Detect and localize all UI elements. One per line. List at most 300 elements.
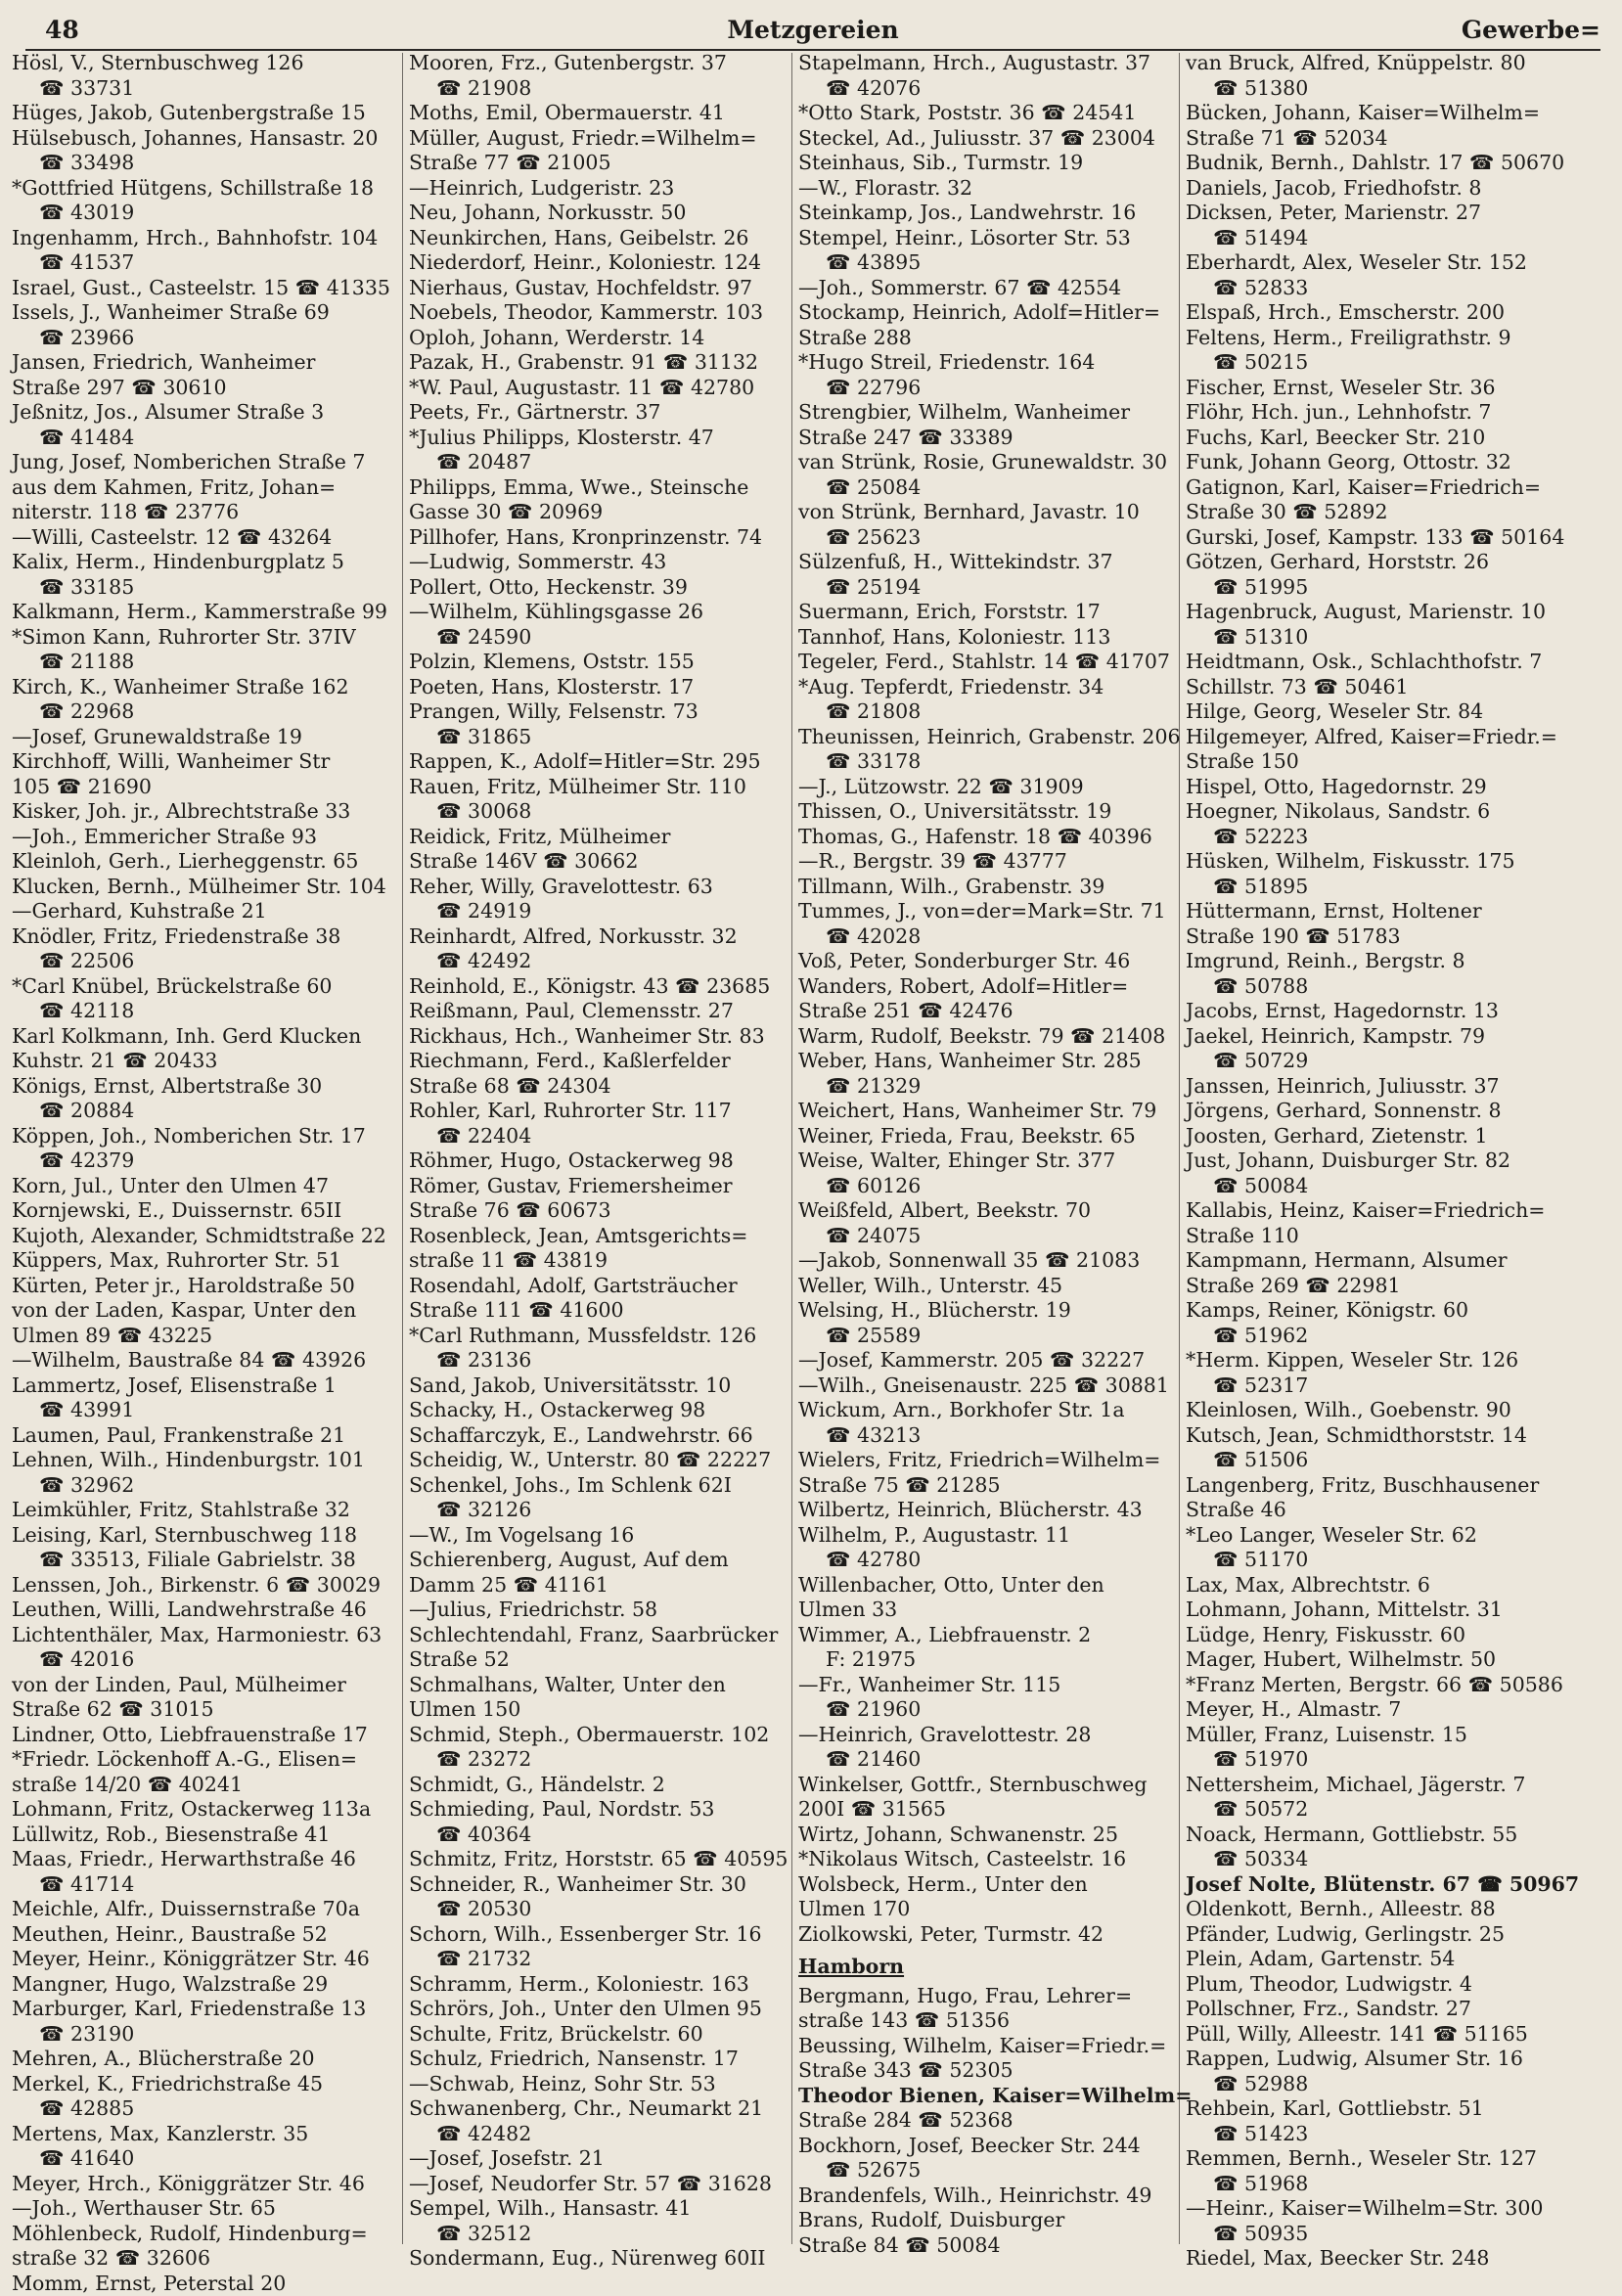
listing-line: Straße 46 [1186,1498,1577,1523]
listing-line: ☎ 33731 [12,76,403,102]
listing-line: Mehren, A., Blücherstraße 20 [12,2047,403,2072]
listing-line: *Otto Stark, Poststr. 36 ☎ 24541 [798,101,1190,126]
listing-line: 200I ☎ 31565 [798,1797,1190,1823]
listing-line: Fischer, Ernst, Weseler Str. 36 [1186,376,1577,401]
listing-line: Weiner, Frieda, Frau, Beekstr. 65 [798,1124,1190,1149]
listing-line: Jaekel, Heinrich, Kampstr. 79 [1186,1024,1577,1050]
listing-line: aus dem Kahmen, Fritz, Johan= [12,475,403,501]
listing-line: ☎ 60126 [798,1174,1190,1199]
listing-line: ☎ 51962 [1186,1324,1577,1349]
listing-line: Möhlenbeck, Rudolf, Hindenburg= [12,2222,403,2247]
listing-line: Jung, Josef, Nomberichen Straße 7 [12,450,403,475]
listing-line: Ulmen 33 [798,1598,1190,1623]
listing-line: Langenberg, Fritz, Buschhausener [1186,1473,1577,1499]
listing-line: Hoegner, Nikolaus, Sandstr. 6 [1186,799,1577,825]
column-3 [798,51,1190,2252]
listing-line: —Ludwig, Sommerstr. 43 [409,550,800,575]
listing-line: Jeßnitz, Jos., Alsumer Straße 3 [12,400,403,426]
listing-line: Lichtenthäler, Max, Harmoniestr. 63 [12,1623,403,1648]
listing-line: *Carl Knübel, Brückelstraße 60 [12,974,403,1000]
listing-line: ☎ 33185 [12,575,403,601]
listing-line: Weichert, Hans, Wanheimer Str. 79 [798,1099,1190,1124]
listing-line: Fuchs, Karl, Beecker Str. 210 [1186,426,1577,451]
listing-line: Plum, Theodor, Ludwigstr. 4 [1186,1972,1577,1998]
listing-line: Prangen, Willy, Felsenstr. 73 [409,699,800,725]
listing-line: ☎ 32512 [409,2222,800,2247]
listing-line: ☎ 42379 [12,1148,403,1174]
listing-line: ☎ 25623 [798,525,1190,551]
listing-line: Straße 111 ☎ 41600 [409,1298,800,1324]
listing-line: Mangner, Hugo, Walzstraße 29 [12,1972,403,1998]
listing-line: Mager, Hubert, Wilhelmstr. 50 [1186,1647,1577,1673]
listing-line: Elspaß, Hrch., Emscherstr. 200 [1186,300,1577,326]
listing-line: —Josef, Kammerstr. 205 ☎ 32227 [798,1348,1190,1373]
page-number: 48 [45,16,79,44]
listing-line: ☎ 52317 [1186,1373,1577,1399]
listing-line: ☎ 22796 [798,376,1190,401]
listing-line: Wilbertz, Heinrich, Blücherstr. 43 [798,1498,1190,1523]
listing-line: von Strünk, Bernhard, Javastr. 10 [798,500,1190,525]
listing-line: Kleinlosen, Wilh., Goebenstr. 90 [1186,1398,1577,1423]
listing-line: Polzin, Klemens, Oststr. 155 [409,650,800,675]
listing-line: Winkelser, Gottfr., Sternbuschweg [798,1773,1190,1798]
listing-line: ☎ 42118 [12,999,403,1024]
listing-line: ☎ 50788 [1186,974,1577,1000]
listing-line: Reinhardt, Alfred, Norkusstr. 32 [409,924,800,950]
listing-line: Bergmann, Hugo, Frau, Lehrer= [798,1984,1190,2009]
listing-line: Lüdge, Henry, Fiskusstr. 60 [1186,1623,1577,1648]
listing-line: ☎ 20884 [12,1099,403,1124]
page-header [25,10,1600,51]
listing-line: Daniels, Jacob, Friedhofstr. 8 [1186,176,1577,202]
listing-line: Knödler, Fritz, Friedenstraße 38 [12,924,403,950]
listing-line: Straße 68 ☎ 24304 [409,1074,800,1100]
listing-line: Ingenhamm, Hrch., Bahnhofstr. 104 [12,226,403,251]
listing-line: —Wilh., Gneisenaustr. 225 ☎ 30881 [798,1373,1190,1399]
listing-line: —Heinr., Kaiser=Wilhelm=Str. 300 [1186,2196,1577,2222]
listing-line: Kisker, Joh. jr., Albrechtstraße 33 [12,799,403,825]
listing-line: *Gottfried Hütgens, Schillstraße 18 [12,176,403,202]
listing-line: ☎ 42780 [798,1548,1190,1573]
listing-line: 105 ☎ 21690 [12,775,403,800]
listing-line: Schacky, H., Ostackerweg 98 [409,1398,800,1423]
listing-line: —Wilhelm, Baustraße 84 ☎ 43926 [12,1348,403,1373]
listing-line: Damm 25 ☎ 41161 [409,1573,800,1598]
listing-line: Schorn, Wilh., Essenberger Str. 16 [409,1922,800,1948]
listing-line: F: 21975 [798,1647,1190,1673]
listing-line: Kornjewski, E., Duissernstr. 65II [12,1198,403,1224]
listing-line: —Wilhelm, Kühlingsgasse 26 [409,600,800,625]
listing-line: Thomas, G., Hafenstr. 18 ☎ 40396 [798,825,1190,850]
listing-line: Josef Nolte, Blütenstr. 67 ☎ 50967 [1186,1872,1577,1898]
listing-line: niterstr. 118 ☎ 23776 [12,500,403,525]
listing-line: Imgrund, Reinh., Bergstr. 8 [1186,949,1577,974]
listing-line: *Simon Kann, Ruhrorter Str. 37IV [12,625,403,651]
listing-line: —Joh., Sommerstr. 67 ☎ 42554 [798,276,1190,301]
listing-line: —R., Bergstr. 39 ☎ 43777 [798,849,1190,875]
listing-line: Marburger, Karl, Friedenstraße 13 [12,1997,403,2022]
listing-line: Götzen, Gerhard, Horststr. 26 [1186,550,1577,575]
listing-line: Hispel, Otto, Hagedornstr. 29 [1186,775,1577,800]
listing-line: Suermann, Erich, Forststr. 17 [798,600,1190,625]
listing-line: van Bruck, Alfred, Knüppelstr. 80 [1186,51,1577,76]
listing-line: Meyer, H., Almastr. 7 [1186,1697,1577,1723]
listing-line: Rosendahl, Adolf, Gartsträucher [409,1274,800,1299]
listing-line: Straße 146V ☎ 30662 [409,849,800,875]
listing-line: Stapelmann, Hrch., Augustastr. 37 [798,51,1190,76]
listing-line: —Josef, Neudorfer Str. 57 ☎ 31628 [409,2172,800,2197]
listing-line: ☎ 21808 [798,699,1190,725]
listing-line: Straße 343 ☎ 52305 [798,2058,1190,2084]
listing-line: Poeten, Hans, Klosterstr. 17 [409,675,800,700]
listing-line: Hüttermann, Ernst, Holtener [1186,899,1577,924]
listing-line: —Joh., Werthauser Str. 65 [12,2196,403,2222]
listing-line: Rauen, Fritz, Mülheimer Str. 110 [409,775,800,800]
listing-line: Plein, Adam, Gartenstr. 54 [1186,1947,1577,1972]
listing-line: —Heinrich, Gravelottestr. 28 [798,1723,1190,1748]
listing-line: Stockamp, Heinrich, Adolf=Hitler= [798,300,1190,326]
listing-line: ☎ 40364 [409,1823,800,1848]
listing-line: Riechmann, Ferd., Kaßlerfelder [409,1049,800,1074]
listing-line: Strengbier, Wilhelm, Wanheimer [798,400,1190,426]
listing-line: Lax, Max, Albrechtstr. 6 [1186,1573,1577,1598]
listing-line: *W. Paul, Augustastr. 11 ☎ 42780 [409,376,800,401]
listing-line: Gurski, Josef, Kampstr. 133 ☎ 50164 [1186,525,1577,551]
listing-line: Joosten, Gerhard, Zietenstr. 1 [1186,1124,1577,1149]
listing-line: Lammertz, Josef, Elisenstraße 1 [12,1373,403,1399]
listing-line: Jacobs, Ernst, Hagedornstr. 13 [1186,999,1577,1024]
listing-line: Straße 269 ☎ 22981 [1186,1274,1577,1299]
listing-line: Hülsebusch, Johannes, Hansastr. 20 [12,126,403,152]
listing-line: von der Laden, Kaspar, Unter den [12,1298,403,1324]
listing-line: ☎ 21960 [798,1697,1190,1723]
listing-line: Schaffarczyk, E., Landwehrstr. 66 [409,1423,800,1449]
listing-line: Weißfeld, Albert, Beekstr. 70 [798,1198,1190,1224]
listing-line: Schlechtendahl, Franz, Saarbrücker [409,1623,800,1648]
listing-line: Leising, Karl, Sternbuschweg 118 [12,1523,403,1549]
listing-line: —Josef, Grunewaldstraße 19 [12,725,403,750]
listing-line: Moths, Emil, Obermauerstr. 41 [409,101,800,126]
listing-line: ☎ 32126 [409,1498,800,1523]
listing-line: ☎ 25084 [798,475,1190,501]
listing-line: Wilhelm, P., Augustastr. 11 [798,1523,1190,1549]
listing-line: Schwanenberg, Chr., Neumarkt 21 [409,2096,800,2122]
listing-line: Straße 71 ☎ 52034 [1186,126,1577,152]
listing-line: ☎ 50935 [1186,2222,1577,2247]
listing-line: Janssen, Heinrich, Juliusstr. 37 [1186,1074,1577,1100]
listing-line: Straße 84 ☎ 50084 [798,2233,1190,2259]
listing-line: —W., Im Vogelsang 16 [409,1523,800,1549]
listing-line: Nettersheim, Michael, Jägerstr. 7 [1186,1773,1577,1798]
listing-line: ☎ 32962 [12,1473,403,1499]
listing-line: ☎ 51970 [1186,1747,1577,1773]
listing-line: Remmen, Bernh., Weseler Str. 127 [1186,2146,1577,2172]
listing-line: Ziolkowski, Peter, Turmstr. 42 [798,1922,1190,1948]
listing-line: Riedel, Max, Beecker Str. 248 [1186,2246,1577,2272]
listing-line: ☎ 41484 [12,426,403,451]
listing-line: ☎ 43991 [12,1398,403,1423]
listing-line: Philipps, Emma, Wwe., Steinsche [409,475,800,501]
listing-line: Römer, Gustav, Friemersheimer [409,1174,800,1199]
listing-line: —J., Lützowstr. 22 ☎ 31909 [798,775,1190,800]
listing-line: ☎ 25589 [798,1324,1190,1349]
listing-line: —Schwab, Heinz, Sohr Str. 53 [409,2072,800,2097]
listing-line: straße 11 ☎ 43819 [409,1248,800,1274]
listing-line: Reidick, Fritz, Mülheimer [409,825,800,850]
listing-line: ☎ 21908 [409,76,800,102]
listing-line: ☎ 52833 [1186,276,1577,301]
listing-line: Lindner, Otto, Liebfrauenstraße 17 [12,1723,403,1748]
listing-line: Straße 110 [1186,1224,1577,1249]
listing-line: Schillstr. 73 ☎ 50461 [1186,675,1577,700]
listing-line: —Joh., Emmericher Straße 93 [12,825,403,850]
listing-line: Peets, Fr., Gärtnerstr. 37 [409,400,800,426]
listing-line: ☎ 21188 [12,650,403,675]
listing-line: straße 14/20 ☎ 40241 [12,1773,403,1798]
listing-line: ☎ 23272 [409,1747,800,1773]
listing-line: Ulmen 150 [409,1697,800,1723]
listing-line: Schneider, R., Wanheimer Str. 30 [409,1872,800,1898]
listing-line: Reißmann, Paul, Clemensstr. 27 [409,999,800,1024]
listing-line: Mertens, Max, Kanzlerstr. 35 [12,2122,403,2147]
listing-line: Hüsken, Wilhelm, Fiskusstr. 175 [1186,849,1577,875]
listing-line: Meyer, Heinr., Königgrätzer Str. 46 [12,1947,403,1972]
listing-line: Rickhaus, Hch., Wanheimer Str. 83 [409,1024,800,1050]
listing-line: Jansen, Friedrich, Wanheimer [12,350,403,376]
listing-line: ☎ 51170 [1186,1548,1577,1573]
listing-line: ☎ 51995 [1186,575,1577,601]
listing-line: Kirchhoff, Willi, Wanheimer Str [12,749,403,775]
listing-line: Steinkamp, Jos., Landwehrstr. 16 [798,201,1190,226]
column-4 [1186,51,1577,2252]
listing-line: —Jakob, Sonnenwall 35 ☎ 21083 [798,1248,1190,1274]
listing-line: Momm, Ernst, Peterstal 20 [12,2272,403,2296]
listing-line: Schmalhans, Walter, Unter den [409,1673,800,1698]
listing-line: Straße 75 ☎ 21285 [798,1473,1190,1499]
listing-line: Köppen, Joh., Nomberichen Str. 17 [12,1124,403,1149]
listing-line: Weber, Hans, Wanheimer Str. 285 [798,1049,1190,1074]
listing-line: Müller, Franz, Luisenstr. 15 [1186,1723,1577,1748]
listing-line: Heidtmann, Osk., Schlachthofstr. 7 [1186,650,1577,675]
listing-line: Rappen, Ludwig, Alsumer Str. 16 [1186,2047,1577,2072]
listing-line: ☎ 51423 [1186,2122,1577,2147]
listing-line: Just, Johann, Duisburger Str. 82 [1186,1148,1577,1174]
listing-line: Reinhold, E., Königstr. 43 ☎ 23685 [409,974,800,1000]
listing-line: Straße 247 ☎ 33389 [798,426,1190,451]
listing-line: Feltens, Herm., Freiligrathstr. 9 [1186,326,1577,351]
listing-line: Lehnen, Wilh., Hindenburgstr. 101 [12,1448,403,1473]
listing-line: ☎ 50084 [1186,1174,1577,1199]
listing-line: Kürten, Peter jr., Haroldstraße 50 [12,1274,403,1299]
listing-line: ☎ 31865 [409,725,800,750]
listing-line: Leimkühler, Fritz, Stahlstraße 32 [12,1498,403,1523]
listing-line: Bücken, Johann, Kaiser=Wilhelm= [1186,101,1577,126]
running-head: Gewerbe= [1462,16,1600,44]
listing-line: ☎ 21329 [798,1074,1190,1100]
listing-line: Pazak, H., Grabenstr. 91 ☎ 31132 [409,350,800,376]
listing-line: ☎ 43019 [12,201,403,226]
listing-line: Wielers, Fritz, Friedrich=Wilhelm= [798,1448,1190,1473]
listing-line: Theodor Bienen, Kaiser=Wilhelm= [798,2084,1190,2109]
listing-line: Pillhofer, Hans, Kronprinzenstr. 74 [409,525,800,551]
listing-line: Neunkirchen, Hans, Geibelstr. 26 [409,226,800,251]
listing-line: ☎ 50729 [1186,1049,1577,1074]
listing-line: ☎ 41640 [12,2146,403,2172]
listing-line: ☎ 42028 [798,924,1190,950]
listing-line: ☎ 23136 [409,1348,800,1373]
listing-line: *Carl Ruthmann, Mussfeldstr. 126 [409,1324,800,1349]
listing-line: *Hugo Streil, Friedenstr. 164 [798,350,1190,376]
listing-line: Straße 251 ☎ 42476 [798,999,1190,1024]
listing-line: Brandenfels, Wilh., Heinrichstr. 49 [798,2183,1190,2209]
listing-line: ☎ 50215 [1186,350,1577,376]
listing-line: Korn, Jul., Unter den Ulmen 47 [12,1174,403,1199]
listing-line: Wickum, Arn., Borkhofer Str. 1a [798,1398,1190,1423]
listing-line: Kallabis, Heinz, Kaiser=Friedrich= [1186,1198,1577,1224]
listing-line: Tannhof, Hans, Koloniestr. 113 [798,625,1190,651]
listing-line: Schmid, Steph., Obermauerstr. 102 [409,1723,800,1748]
listing-line: Welsing, H., Blücherstr. 19 [798,1298,1190,1324]
listing-line: Pollschner, Frz., Sandstr. 27 [1186,1997,1577,2022]
listing-line: Straße 150 [1186,749,1577,775]
listing-line: ☎ 24075 [798,1224,1190,1249]
listing-line: Weller, Wilh., Unterstr. 45 [798,1274,1190,1299]
listing-line: *Herm. Kippen, Weseler Str. 126 [1186,1348,1577,1373]
listing-line: ☎ 42885 [12,2096,403,2122]
listing-line: Klucken, Bernh., Mülheimer Str. 104 [12,875,403,900]
column-2 [409,51,800,2252]
listing-line: ☎ 30068 [409,799,800,825]
listing-line: Neu, Johann, Norkusstr. 50 [409,201,800,226]
listing-line: Jörgens, Gerhard, Sonnenstr. 8 [1186,1099,1577,1124]
listing-line: Dicksen, Peter, Marienstr. 27 [1186,201,1577,226]
listing-line: Straße 288 [798,326,1190,351]
listing-line: Rappen, K., Adolf=Hitler=Str. 295 [409,749,800,775]
listing-line: Budnik, Bernh., Dahlstr. 17 ☎ 50670 [1186,151,1577,176]
listing-line: Pfänder, Ludwig, Gerlingstr. 25 [1186,1922,1577,1948]
listing-line: —Gerhard, Kuhstraße 21 [12,899,403,924]
listing-line: Straße 190 ☎ 51783 [1186,924,1577,950]
listing-line: Warm, Rudolf, Beekstr. 79 ☎ 21408 [798,1024,1190,1050]
listing-line: Reher, Willy, Gravelottestr. 63 [409,875,800,900]
listing-line: Niederdorf, Heinr., Koloniestr. 124 [409,250,800,276]
listing-line: Meichle, Alfr., Duissernstraße 70a [12,1897,403,1922]
listing-line: Schrörs, Joh., Unter den Ulmen 95 [409,1997,800,2022]
listing-line: ☎ 23190 [12,2022,403,2048]
listing-line: Scheidig, W., Unterstr. 80 ☎ 22227 [409,1448,800,1473]
listing-line: Lüllwitz, Rob., Biesenstraße 41 [12,1823,403,1848]
listing-line: Rosenbleck, Jean, Amtsgerichts= [409,1224,800,1249]
listing-line: *Aug. Tepferdt, Friedenstr. 34 [798,675,1190,700]
listing-line: Steckel, Ad., Juliusstr. 37 ☎ 23004 [798,126,1190,152]
listing-line: van Strünk, Rosie, Grunewaldstr. 30 [798,450,1190,475]
listing-line: Maas, Friedr., Herwarthstraße 46 [12,1847,403,1872]
listing-line: Tummes, J., von=der=Mark=Str. 71 [798,899,1190,924]
listing-line: Hüges, Jakob, Gutenbergstraße 15 [12,101,403,126]
listing-line: Straße 76 ☎ 60673 [409,1198,800,1224]
listing-line: Schenkel, Johs., Im Schlenk 62I [409,1473,800,1499]
listing-line: —Willi, Casteelstr. 12 ☎ 43264 [12,525,403,551]
listing-line: Schierenberg, August, Auf dem [409,1548,800,1573]
listing-line: ☎ 42482 [409,2122,800,2147]
listing-line: *Franz Merten, Bergstr. 66 ☎ 50586 [1186,1673,1577,1698]
listing-line: Schmitz, Fritz, Horststr. 65 ☎ 40595 [409,1847,800,1872]
listing-line: Röhmer, Hugo, Ostackerweg 98 [409,1148,800,1174]
listing-line: ☎ 20487 [409,450,800,475]
listing-line: ☎ 41537 [12,250,403,276]
listing-line: ☎ 51380 [1186,76,1577,102]
listing-line: Theunissen, Heinrich, Grabenstr. 206 [798,725,1190,750]
listing-line: Noebels, Theodor, Kammerstr. 103 [409,300,800,326]
listing-line: Kirch, K., Wanheimer Straße 162 [12,675,403,700]
listing-line: Wimmer, A., Liebfrauenstr. 2 [798,1623,1190,1648]
listing-line: ☎ 20530 [409,1897,800,1922]
listing-line: ☎ 52675 [798,2158,1190,2183]
listing-line: Gasse 30 ☎ 20969 [409,500,800,525]
listing-line: Thissen, O., Universitätsstr. 19 [798,799,1190,825]
listing-line: Hilge, Georg, Weseler Str. 84 [1186,699,1577,725]
listing-line: ☎ 21460 [798,1747,1190,1773]
listing-line: ☎ 21732 [409,1947,800,1972]
listing-line: Stempel, Heinr., Lösorter Str. 53 [798,226,1190,251]
listing-line: Kampmann, Hermann, Alsumer [1186,1248,1577,1274]
listing-line: Funk, Johann Georg, Ottostr. 32 [1186,450,1577,475]
listing-line: Brans, Rudolf, Duisburger [798,2208,1190,2233]
listing-line: Straße 284 ☎ 52368 [798,2108,1190,2134]
listing-line: Tegeler, Ferd., Stahlstr. 14 ☎ 41707 [798,650,1190,675]
section-heading: Hamborn [798,1955,1190,1980]
listing-line: ☎ 22506 [12,949,403,974]
listing-line: von der Linden, Paul, Mülheimer [12,1673,403,1698]
listing-line: Straße 52 [409,1647,800,1673]
listing-line: Sand, Jakob, Universitätsstr. 10 [409,1373,800,1399]
listing-line: Hösl, V., Sternbuschweg 126 [12,51,403,76]
listing-line: Mooren, Frz., Gutenbergstr. 37 [409,51,800,76]
listing-line: Sülzenfuß, H., Wittekindstr. 37 [798,550,1190,575]
listing-line: Rehbein, Karl, Gottliebstr. 51 [1186,2096,1577,2122]
listing-line: Lohmann, Fritz, Ostackerweg 113a [12,1797,403,1823]
listing-line: Kujoth, Alexander, Schmidtstraße 22 [12,1224,403,1249]
listing-line: Beussing, Wilhelm, Kaiser=Friedr.= [798,2034,1190,2059]
listing-line: ☎ 51506 [1186,1448,1577,1473]
listing-line: Schulte, Fritz, Brückelstr. 60 [409,2022,800,2048]
listing-line: straße 143 ☎ 51356 [798,2008,1190,2034]
listing-line: Bockhorn, Josef, Beecker Str. 244 [798,2134,1190,2159]
listing-line: Hagenbruck, August, Marienstr. 10 [1186,600,1577,625]
page-title: Metzgereien [25,16,1600,44]
listing-line: Wanders, Robert, Adolf=Hitler= [798,974,1190,1000]
listing-line: Noack, Hermann, Gottliebstr. 55 [1186,1823,1577,1848]
listing-line: Karl Kolkmann, Inh. Gerd Klucken [12,1024,403,1050]
listing-line: ☎ 42016 [12,1647,403,1673]
listing-line: Straße 30 ☎ 52892 [1186,500,1577,525]
listing-line: ☎ 23966 [12,326,403,351]
listing-line: Sempel, Wilh., Hansastr. 41 [409,2196,800,2222]
listing-line: —Fr., Wanheimer Str. 115 [798,1673,1190,1698]
listing-line: Müller, August, Friedr.=Wilhelm= [409,126,800,152]
listing-line: ☎ 22968 [12,699,403,725]
listing-line: *Leo Langer, Weseler Str. 62 [1186,1523,1577,1549]
listing-line: ☎ 33178 [798,749,1190,775]
listing-line: Wolsbeck, Herm., Unter den [798,1872,1190,1898]
listing-line: Ulmen 89 ☎ 43225 [12,1324,403,1349]
listing-line: —Julius, Friedrichstr. 58 [409,1598,800,1623]
listing-line: Flöhr, Hch. jun., Lehnhofstr. 7 [1186,400,1577,426]
listing-line: Wirtz, Johann, Schwanenstr. 25 [798,1823,1190,1848]
listing-line: ☎ 42076 [798,76,1190,102]
listing-line: Kamps, Reiner, Königstr. 60 [1186,1298,1577,1324]
listing-line: Laumen, Paul, Frankenstraße 21 [12,1423,403,1449]
